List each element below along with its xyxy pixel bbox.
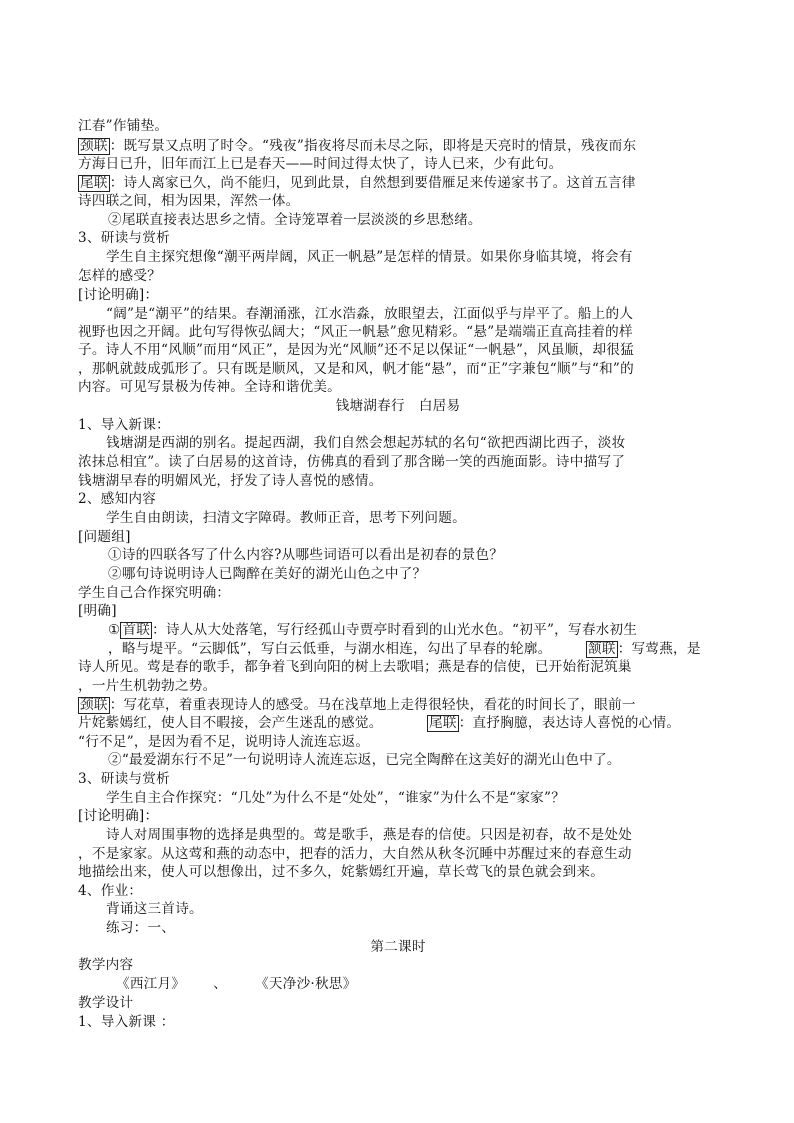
text-line: 颈联 ：写花草，着重表现诗人的感受。马在浅草地上走得很轻快，看花的时间长了，眼前一 (80, 697, 636, 713)
boxed-term: 首联 (122, 622, 151, 638)
text-line: ②哪句诗说明诗人已陶醉在美好的湖光山色之中了？ (108, 566, 427, 582)
section-heading: 教学设计 (78, 995, 134, 1011)
boxed-term: 尾联 (80, 175, 108, 191)
text-line: “阔”是“潮平”的结果。春潮涌涨，江水浩淼，放眼望去，江面似乎与岸平了。船上的人 (106, 306, 634, 322)
text-line: 子。诗人不用“风顺”而用“风正”，是因为光“风顺”还不足以保证“一帆悬”，风虽顺，却很猛 (78, 342, 634, 358)
text-line: 学生自己合作探究明确： (78, 585, 231, 601)
boxed-term: 尾联 (429, 715, 457, 731)
text-line: 尾联 ：直抒胸臆，表达诗人喜悦的心情。 (429, 715, 681, 731)
section-heading: 3、研读与赏析 (78, 771, 170, 787)
section-heading: 1、导入新课： (78, 417, 170, 433)
text-line: ②尾联直接表达思乡之情。全诗笼罩着一层淡淡的乡思愁绪。 (108, 212, 482, 228)
text-line: 片姹紫嫣红，使人目不暇接，会产生迷乱的感觉。 (78, 715, 383, 731)
text-line: 颈联 ：既写景又点明了时令。“残夜”指夜将尽而未尽之际，即将是天亮时的情景，残夜而东 (80, 138, 637, 154)
text-line: 颔联 ：写莺燕，是 (588, 641, 701, 657)
text-line: 视野也因之开阔。此句写得恢弘阔大；“风正一帆悬”愈见精彩。“悬”是端端正直高挂着的样 (78, 324, 633, 340)
text-line: 练习：一、 (106, 920, 176, 936)
text-line: ，那帆就鼓成弧形了。只有既是顺风，又是和风，帆才能“悬”，而“正”字兼包“顺”与“和”的 (78, 361, 634, 377)
text-line: “行不足”，是因为看不足，说明诗人流连忘返。 (78, 734, 370, 750)
poem-title: 钱塘湖春行 白居易 (335, 398, 461, 414)
text-line: 学生自由朗读，扫清文字障碍。教师正音，思考下列问题。 (106, 510, 466, 526)
boxed-term: 颈联 (80, 697, 108, 713)
section-heading: 4、作业： (78, 883, 143, 899)
text-line: ① 首联 ：诗人从大处落笔，写行经孤山寺贾亭时看到的山光水色。“初平”，写春水初生 (108, 622, 638, 638)
section-heading: 教学内容 (78, 957, 134, 973)
discussion-label: [讨论明确]： (78, 808, 159, 824)
discussion-label: [讨论明确]： (78, 287, 159, 303)
text-line: 学生自主合作探究：“几处”为什么不是“处处”，“谁家”为什么不是“家家”？ (106, 790, 566, 806)
text-line: 地描绘出来，使人可以想像出，过不多久，姹紫嫣红开遍，草长莺飞的景色就会到来。 (78, 864, 605, 880)
text-line: ①诗的四联各写了什么内容?从哪些词语可以看出是初春的景色？ (108, 547, 504, 563)
text-line: 方海日已升，旧年而江上已是春天——时间过得太快了，诗人已来，少有此句。 (78, 156, 563, 172)
text-line: ，略与堤平。“云脚低”，写白云低垂，与湖水相连，勾出了早春的轮廓。 (108, 641, 552, 657)
text-line: ②“最爱湖东行不足”一句说明诗人流连忘返，已完全陶醉在这美好的湖光山色中了。 (108, 752, 621, 768)
text-line: 江春”作铺垫。 (78, 118, 169, 134)
text-line: 《西江月》 、 《天净沙·秋思》 (116, 976, 357, 992)
text-line: 学生自主探究想像“潮平两岸阔，风正一帆悬”是怎样的情景。如果你身临其境，将会有 (106, 249, 633, 265)
text-line: 背诵这三首诗。 (106, 901, 203, 917)
text-line: 诗人所见。莺是春的歌手，都争着飞到向阳的树上去歌唱；燕是春的信使，已开始衔泥筑巢 (78, 659, 632, 675)
section-heading: 1、导入新课 ： (78, 1014, 175, 1030)
clarify-label: [明确] (78, 603, 117, 619)
text-line: ，一片生机勃勃之势。 (78, 678, 217, 694)
section-heading: 3、研读与赏析 (78, 230, 170, 246)
text-line: 怎样的感受？ (78, 268, 162, 284)
boxed-term: 颔联 (588, 641, 616, 657)
lesson-heading: 第二课时 (370, 939, 426, 955)
text-line: 诗四联之间，相为因果，浑然一体。 (78, 193, 300, 209)
text-line: 钱塘湖是西湖的别名。提起西湖，我们自然会想起苏轼的名句“欲把西湖比西子，淡妆 (106, 435, 626, 451)
text-line: 浓抹总相宜”。读了白居易的这首诗，仿佛真的看到了那含睇一笑的西施面影。诗中描写了 (78, 454, 626, 470)
text-line: 内容。可见写景极为传神。全诗和谐优美。 (78, 379, 342, 395)
text-line: 诗人对周围事物的选择是典型的。莺是歌手，燕是春的信使。只因是初春，故不是处处 (106, 827, 633, 843)
text-line: 尾联 ：诗人离家已久，尚不能归，见到此景，自然想到要借雁足来传递家书了。这首五言律 (80, 175, 636, 191)
text-line: 钱塘湖早春的明媚风光，抒发了诗人喜悦的感情。 (78, 473, 383, 489)
text-line: ，不是家家。从这莺和燕的动态中，把春的活力，大自然从秋冬沉睡中苏醒过来的春意生动 (78, 846, 632, 862)
section-heading: 2、感知内容 (78, 491, 157, 507)
question-group-label: [问题组] (78, 529, 131, 545)
boxed-term: 颈联 (80, 138, 108, 154)
